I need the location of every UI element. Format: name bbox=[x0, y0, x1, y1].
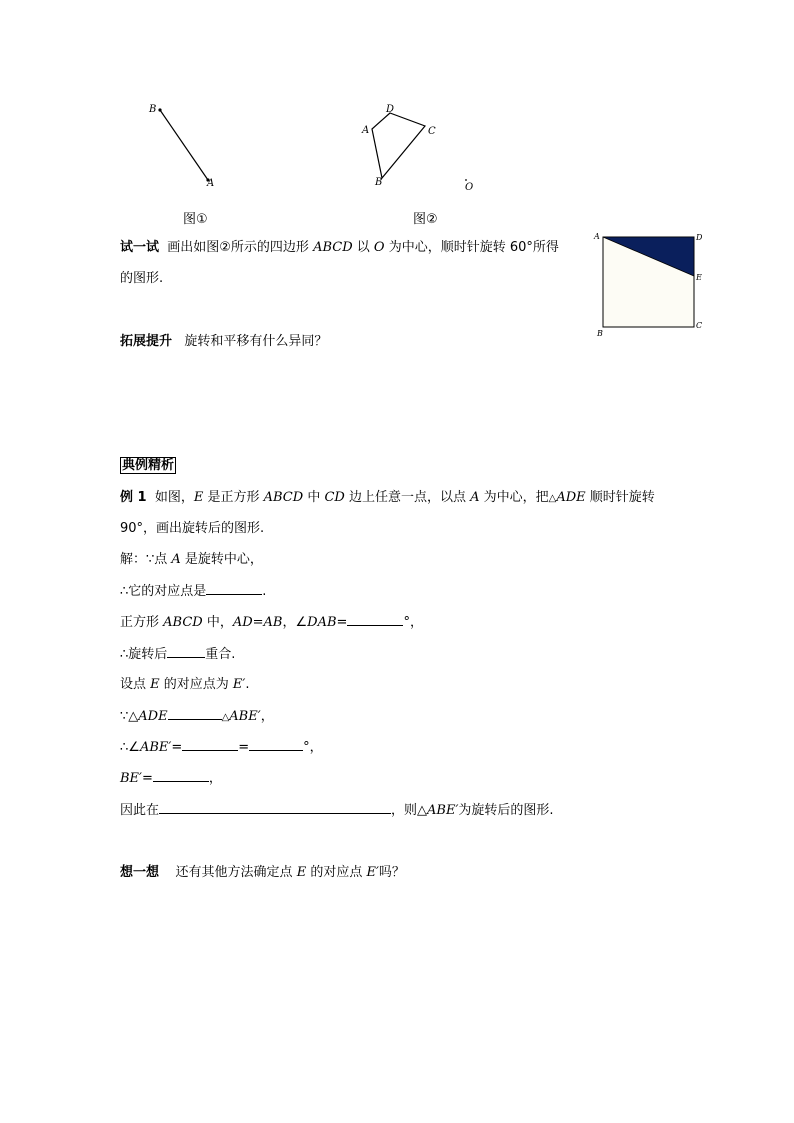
answer-blank[interactable] bbox=[167, 645, 205, 658]
figure-2-quadrilateral bbox=[355, 98, 480, 198]
label-d: D bbox=[386, 104, 395, 115]
segment-ab bbox=[160, 110, 208, 180]
answer-blank[interactable] bbox=[159, 801, 391, 814]
label-a: A bbox=[362, 125, 370, 136]
answer-blank[interactable] bbox=[182, 738, 238, 751]
label-b: B bbox=[149, 104, 157, 115]
section-title: 典例精析 bbox=[122, 458, 175, 473]
answer-blank[interactable] bbox=[347, 613, 403, 626]
figure-1-caption: 图① bbox=[183, 212, 208, 227]
label-c: C bbox=[428, 126, 436, 137]
answer-blank[interactable] bbox=[249, 738, 303, 751]
solution-line-1: 解：∵点 A 是旋转中心， bbox=[120, 552, 263, 567]
solution-line-5: 设点 E 的对应点为 E′. bbox=[120, 677, 250, 692]
figure-1-segment bbox=[140, 100, 230, 195]
try-it-title: 试一试 bbox=[120, 240, 160, 255]
quadrilateral-abcd bbox=[372, 113, 425, 178]
answer-blank[interactable] bbox=[168, 707, 222, 720]
label-b: B bbox=[375, 177, 383, 188]
label-b: B bbox=[597, 329, 603, 338]
solution-line-2: ∴它的对应点是 . bbox=[120, 584, 267, 599]
solution-line-7: ∴∠ABE′= = °， bbox=[120, 740, 323, 755]
solution-line-6: ∵△ADE △ABE′， bbox=[120, 709, 274, 724]
label-e: E bbox=[696, 273, 702, 282]
example-line-1: 例 1 如图，E 是正方形 ABCD 中 CD 边上任意一点，以点 A 为中心，把△ADE 顺时针旋转 bbox=[120, 490, 655, 505]
solution-line-8: BE′= ， bbox=[120, 771, 222, 786]
solution-line-9: 因此在 ，则△ABE′为旋转后的图形. bbox=[120, 803, 554, 818]
solution-line-3: 正方形 ABCD 中，AD=AB，∠DAB= °， bbox=[120, 615, 423, 630]
answer-blank[interactable] bbox=[153, 769, 209, 782]
try-it-line-1: 试一试 画出如图②所示的四边形 ABCD 以 O 为中心，顺时针旋转 60°所得 bbox=[120, 240, 559, 255]
try-it-line-2: 的图形. bbox=[120, 271, 164, 286]
think-title: 想一想 bbox=[120, 865, 160, 880]
figure-2-caption: 图② bbox=[413, 212, 438, 227]
point-b bbox=[158, 108, 161, 111]
solution-line-4: ∴旋转后 重合. bbox=[120, 647, 236, 662]
example-line-2: 90°，画出旋转后的图形. bbox=[120, 521, 265, 536]
point-o bbox=[465, 179, 467, 181]
label-o: O bbox=[465, 182, 474, 193]
example-title: 例 1 bbox=[120, 490, 147, 505]
label-a: A bbox=[207, 178, 215, 189]
extend-line: 拓展提升 旋转和平移有什么异同？ bbox=[120, 334, 328, 349]
label-c: C bbox=[696, 321, 703, 330]
square-figure bbox=[592, 228, 707, 340]
answer-blank[interactable] bbox=[206, 582, 262, 595]
label-a: A bbox=[594, 232, 600, 241]
label-d: D bbox=[696, 233, 703, 242]
think-line: 想一想 还有其他方法确定点 E 的对应点 E′吗？ bbox=[120, 865, 405, 880]
extend-title: 拓展提升 bbox=[120, 334, 173, 349]
